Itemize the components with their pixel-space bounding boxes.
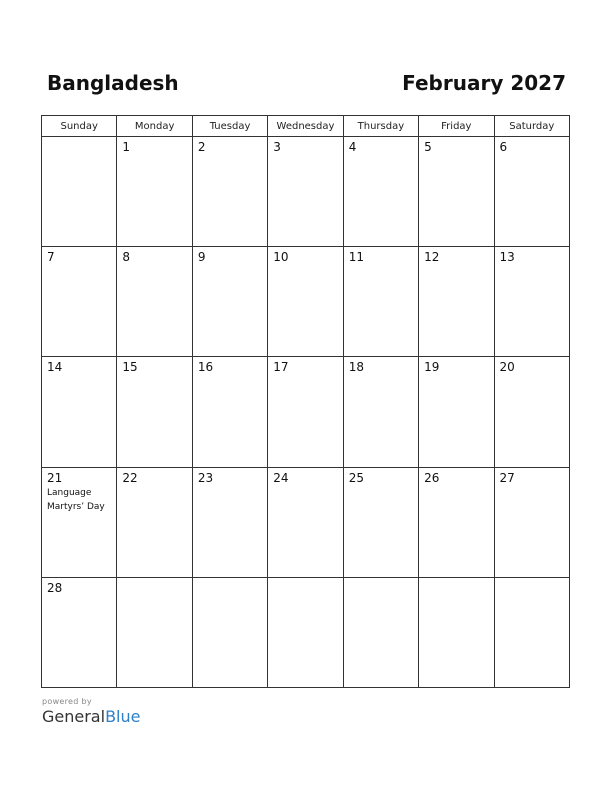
day-number: 13 <box>499 250 515 265</box>
weekday-header: Thursday <box>343 116 418 137</box>
day-number: 18 <box>348 360 364 375</box>
day-cell <box>117 247 192 357</box>
weekday-header: Tuesday <box>192 116 267 137</box>
day-number: 15 <box>122 360 138 375</box>
day-cell <box>42 357 117 467</box>
day-cell <box>343 137 418 247</box>
brand-name-part2: Blue <box>105 707 141 726</box>
week-row <box>42 137 570 247</box>
day-number: 7 <box>47 250 55 265</box>
day-number: 20 <box>499 360 515 375</box>
country-title: Bangladesh <box>47 71 179 95</box>
day-cell <box>419 357 494 467</box>
weekday-header: Monday <box>117 116 192 137</box>
weekday-header: Friday <box>419 116 494 137</box>
week-row <box>42 577 570 687</box>
empty-day-cell <box>268 577 343 687</box>
day-cell <box>42 577 117 687</box>
day-cell <box>117 137 192 247</box>
day-cell <box>192 137 267 247</box>
day-number: 26 <box>424 470 440 485</box>
week-row <box>42 357 570 467</box>
day-number: 5 <box>424 140 432 154</box>
day-number: 14 <box>47 360 63 375</box>
day-cell <box>117 467 192 577</box>
day-number: 22 <box>122 470 138 485</box>
day-number: 27 <box>499 470 515 485</box>
day-cell <box>343 357 418 467</box>
day-cell <box>192 357 267 467</box>
day-cell <box>42 247 117 357</box>
day-number: 23 <box>197 470 214 485</box>
week-row <box>42 467 570 577</box>
day-number: 8 <box>122 250 131 265</box>
day-number: 17 <box>273 360 289 375</box>
month-title: February 2027 <box>402 71 566 95</box>
day-cell <box>117 357 192 467</box>
day-cell <box>268 357 343 467</box>
day-number: 11 <box>348 250 364 265</box>
brand-name-part1: General <box>42 707 106 726</box>
brand-logo[interactable] <box>42 707 140 726</box>
day-number: 25 <box>348 470 364 485</box>
day-cell <box>192 247 267 357</box>
day-number: 9 <box>197 250 206 265</box>
day-cell <box>268 247 343 357</box>
day-cell <box>192 467 267 577</box>
empty-day-cell <box>494 577 569 687</box>
day-number: 10 <box>273 250 289 265</box>
footer-branding <box>42 697 140 726</box>
day-cell <box>343 467 418 577</box>
weekday-header: Wednesday <box>268 116 343 137</box>
day-cell <box>494 247 569 357</box>
day-number: 24 <box>273 470 289 485</box>
weekday-header-row <box>42 116 570 137</box>
day-number: 4 <box>348 140 357 154</box>
empty-day-cell <box>343 577 418 687</box>
day-number: 6 <box>499 140 508 154</box>
calendar-grid <box>41 115 570 688</box>
day-cell <box>268 137 343 247</box>
empty-day-cell <box>42 137 117 247</box>
day-number: 19 <box>424 360 440 375</box>
day-number: 3 <box>273 140 281 154</box>
day-number: 21 <box>47 470 63 485</box>
empty-day-cell <box>419 577 494 687</box>
day-number: 2 <box>197 140 206 154</box>
day-cell <box>494 467 569 577</box>
day-cell <box>343 247 418 357</box>
day-cell <box>419 247 494 357</box>
powered-by-text: powered by <box>42 697 92 706</box>
day-cell <box>268 467 343 577</box>
day-cell <box>419 137 494 247</box>
day-number: 1 <box>122 140 131 154</box>
day-cell <box>494 137 569 247</box>
day-number: 12 <box>424 250 440 265</box>
empty-day-cell <box>192 577 267 687</box>
day-number: 28 <box>47 580 63 595</box>
day-cell <box>42 467 117 577</box>
holiday-label: Language Martyrs’ Day <box>47 487 105 512</box>
empty-day-cell <box>117 577 192 687</box>
day-number: 16 <box>197 360 214 375</box>
day-cell <box>494 357 569 467</box>
weekday-header: Saturday <box>494 116 569 137</box>
week-row <box>42 247 570 357</box>
day-cell <box>419 467 494 577</box>
weekday-header: Sunday <box>42 116 117 137</box>
